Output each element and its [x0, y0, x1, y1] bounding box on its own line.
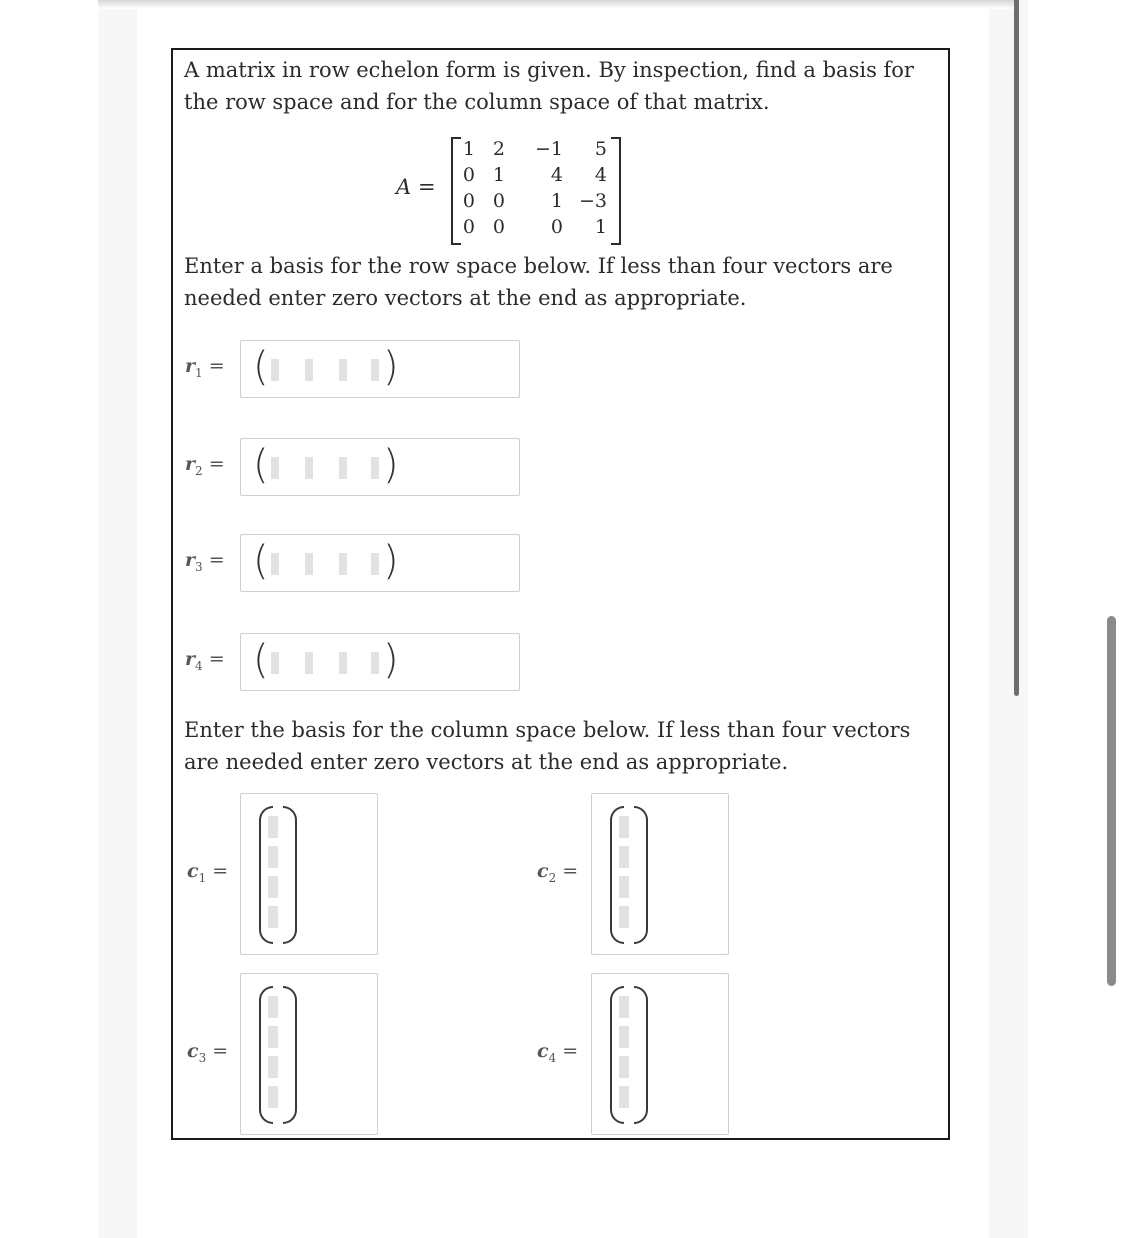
row-vector-label-2: $r_2$ = [185, 453, 225, 478]
matrix-equals: = [418, 175, 436, 199]
column-vector-label-3: $c_3$ = [187, 1040, 229, 1065]
entry-slot[interactable] [305, 652, 313, 674]
matrix-cell: 4 [550, 164, 563, 186]
entry-slot[interactable] [619, 906, 629, 928]
entry-slot[interactable] [305, 553, 313, 575]
matrix-cell: 5 [594, 138, 607, 160]
matrix-cell: 1 [462, 138, 475, 160]
open-paren: ( [253, 344, 269, 390]
close-paren: ) [383, 442, 399, 488]
row-vector-label-3: $r_3$ = [185, 549, 225, 574]
close-paren: ) [383, 637, 399, 683]
entry-slot[interactable] [268, 1086, 278, 1108]
matrix-cell: 0 [462, 190, 475, 212]
close-paren [283, 806, 297, 944]
row-vector-label-4: $r_4$ = [185, 648, 225, 673]
matrix-cell: 2 [492, 138, 505, 160]
entry-slot[interactable] [339, 652, 347, 674]
row-vector-label-1: $r_1$ = [185, 355, 225, 380]
close-paren: ) [383, 538, 399, 584]
entry-slot[interactable] [268, 906, 278, 928]
matrix-cell: −3 [578, 190, 607, 212]
close-paren [634, 986, 648, 1124]
left-gutter [0, 0, 98, 1238]
entry-slot[interactable] [339, 553, 347, 575]
matrix-cell: 0 [550, 216, 563, 238]
open-paren: ( [253, 637, 269, 683]
entry-slot[interactable] [305, 359, 313, 381]
entry-slot[interactable] [619, 846, 629, 868]
entry-slot[interactable] [271, 457, 279, 479]
matrix-cell: 0 [492, 216, 505, 238]
column-vector-label-1: $c_1$ = [187, 860, 229, 885]
matrix-cell: 0 [462, 164, 475, 186]
entry-slot[interactable] [619, 816, 629, 838]
close-paren: ) [383, 344, 399, 390]
entry-slot[interactable] [268, 846, 278, 868]
entry-slot[interactable] [268, 1026, 278, 1048]
entry-slot[interactable] [339, 457, 347, 479]
entry-slot[interactable] [619, 1026, 629, 1048]
matrix-cell: 1 [492, 164, 505, 186]
matrix-cell: −1 [534, 138, 563, 160]
open-paren: ( [253, 538, 269, 584]
entry-slot[interactable] [619, 1086, 629, 1108]
entry-slot[interactable] [268, 1056, 278, 1078]
matrix-name: A [396, 175, 412, 199]
matrix-A [455, 136, 615, 240]
question-card [171, 48, 950, 1140]
entry-slot[interactable] [268, 876, 278, 898]
panel-scrollbar[interactable] [1014, 0, 1019, 696]
top-shadow [98, 0, 1018, 9]
entry-slot[interactable] [371, 553, 379, 575]
column-vector-input-2[interactable] [591, 793, 729, 955]
matrix-cell: 1 [594, 216, 607, 238]
column-vector-input-1[interactable] [240, 793, 378, 955]
entry-slot[interactable] [371, 652, 379, 674]
column-vector-input-3[interactable] [240, 973, 378, 1135]
matrix-cell: 0 [462, 216, 475, 238]
column-vector-input-4[interactable] [591, 973, 729, 1135]
entry-slot[interactable] [371, 359, 379, 381]
question-intro: A matrix in row echelon form is given. By inspection, find a basis for the row space and for the column space of that matrix. [184, 58, 914, 114]
entry-slot[interactable] [619, 996, 629, 1018]
entry-slot[interactable] [271, 359, 279, 381]
matrix-cell: 4 [594, 164, 607, 186]
row-vector-input-3[interactable] [240, 534, 520, 592]
row-space-instructions: Enter a basis for the row space below. If less than four vectors are needed enter zero vectors at the end as appropriate. [184, 254, 893, 310]
entry-slot[interactable] [271, 652, 279, 674]
open-paren: ( [253, 442, 269, 488]
entry-slot[interactable] [305, 457, 313, 479]
entry-slot[interactable] [619, 1056, 629, 1078]
matrix-cell: 1 [550, 190, 563, 212]
row-vector-input-1[interactable] [240, 340, 520, 398]
matrix-cell: 0 [492, 190, 505, 212]
column-space-instructions: Enter the basis for the column space below. If less than four vectors are needed enter zero vectors at the end as appropriate. [184, 718, 911, 774]
entry-slot[interactable] [619, 876, 629, 898]
column-vector-label-2: $c_2$ = [537, 860, 579, 885]
matrix-right-bracket [611, 137, 621, 245]
column-vector-label-4: $c_4$ = [537, 1040, 579, 1065]
entry-slot[interactable] [268, 996, 278, 1018]
page-scrollbar-thumb[interactable] [1107, 616, 1116, 986]
entry-slot[interactable] [268, 816, 278, 838]
close-paren [283, 986, 297, 1124]
row-vector-input-2[interactable] [240, 438, 520, 496]
close-paren [634, 806, 648, 944]
entry-slot[interactable] [271, 553, 279, 575]
entry-slot[interactable] [371, 457, 379, 479]
entry-slot[interactable] [339, 359, 347, 381]
row-vector-input-4[interactable] [240, 633, 520, 691]
